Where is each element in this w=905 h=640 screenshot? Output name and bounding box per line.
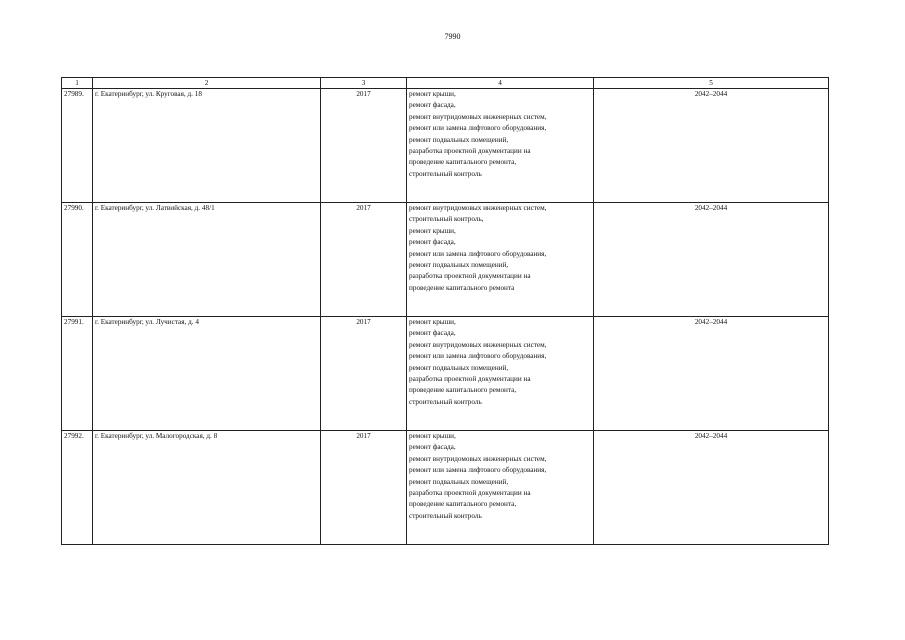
row-number: 27989.: [62, 89, 93, 203]
work-item: ремонт крыши,: [409, 226, 456, 235]
row-year: 2017: [321, 431, 407, 545]
header-row: [62, 78, 829, 89]
row-year: 2017: [321, 89, 407, 203]
row-works: [407, 317, 594, 431]
work-item: ремонт или замена лифтового оборудования,: [409, 352, 547, 361]
work-item: ремонт внутридомовых инженерных систем,: [409, 112, 547, 121]
row-address: г. Екатеринбург, ул. Малогородская, д. 8: [93, 431, 321, 545]
repair-schedule-table: [61, 77, 829, 545]
work-item: ремонт или замена лифтового оборудования,: [409, 466, 547, 475]
row-works: [407, 89, 594, 203]
row-period: 2042–2044: [594, 431, 829, 545]
row-address: г. Екатеринбург, ул. Латвийская, д. 48/1: [93, 203, 321, 317]
work-item: ремонт или замена лифтового оборудования,: [409, 124, 547, 133]
row-period: 2042–2044: [594, 89, 829, 203]
work-item: ремонт внутридомовых инженерных систем,: [409, 204, 547, 212]
work-item: разработка проектной документации на: [409, 489, 531, 498]
work-item: проведение капитального ремонта,: [409, 500, 517, 509]
work-item: ремонт фасада,: [409, 101, 456, 110]
row-period: 2042–2044: [594, 203, 829, 317]
work-item: ремонт внутридомовых инженерных систем,: [409, 454, 547, 463]
row-number: 27991.: [62, 317, 93, 431]
work-item: проведение капитального ремонта,: [409, 158, 517, 167]
work-item: ремонт подвальных помещений,: [409, 477, 509, 486]
work-item: строительный контроль: [409, 397, 482, 406]
header-cell-number: 1: [62, 78, 93, 89]
work-item: ремонт крыши,: [409, 432, 456, 440]
work-item: ремонт подвальных помещений,: [409, 363, 509, 372]
header-cell-period: 5: [594, 78, 829, 89]
header-cell-works: 4: [407, 78, 594, 89]
work-item: ремонт внутридомовых инженерных систем,: [409, 340, 547, 349]
table-row: [62, 317, 829, 431]
work-item: разработка проектной документации на: [409, 147, 531, 156]
table-row: [62, 89, 829, 203]
row-works: [407, 203, 594, 317]
header-cell-address: 2: [93, 78, 321, 89]
work-item: проведение капитального ремонта: [409, 283, 515, 292]
work-item: ремонт фасада,: [409, 443, 456, 452]
work-item: ремонт подвальных помещений,: [409, 135, 509, 144]
row-address: г. Екатеринбург, ул. Круговая, д. 18: [93, 89, 321, 203]
page-number: 7990: [444, 32, 461, 41]
work-item: строительный контроль: [409, 169, 482, 178]
work-item: ремонт или замена лифтового оборудования,: [409, 249, 547, 258]
row-year: 2017: [321, 203, 407, 317]
table-row: [62, 203, 829, 317]
work-item: разработка проектной документации на: [409, 272, 531, 281]
table-row: [62, 431, 829, 545]
row-address: г. Екатеринбург, ул. Лучистая, д. 4: [93, 317, 321, 431]
work-item: строительный контроль: [409, 511, 482, 520]
work-item: строительный контроль,: [409, 215, 484, 224]
row-number: 27992.: [62, 431, 93, 545]
work-item: проведение капитального ремонта,: [409, 386, 517, 395]
work-item: ремонт подвальных помещений,: [409, 261, 509, 270]
row-period: 2042–2044: [594, 317, 829, 431]
row-works: [407, 431, 594, 545]
row-number: 27990.: [62, 203, 93, 317]
work-item: ремонт фасада,: [409, 238, 456, 247]
header-cell-year: 3: [321, 78, 407, 89]
row-year: 2017: [321, 317, 407, 431]
work-item: ремонт крыши,: [409, 318, 456, 326]
work-item: ремонт фасада,: [409, 329, 456, 338]
work-item: ремонт крыши,: [409, 90, 456, 98]
work-item: разработка проектной документации на: [409, 375, 531, 384]
